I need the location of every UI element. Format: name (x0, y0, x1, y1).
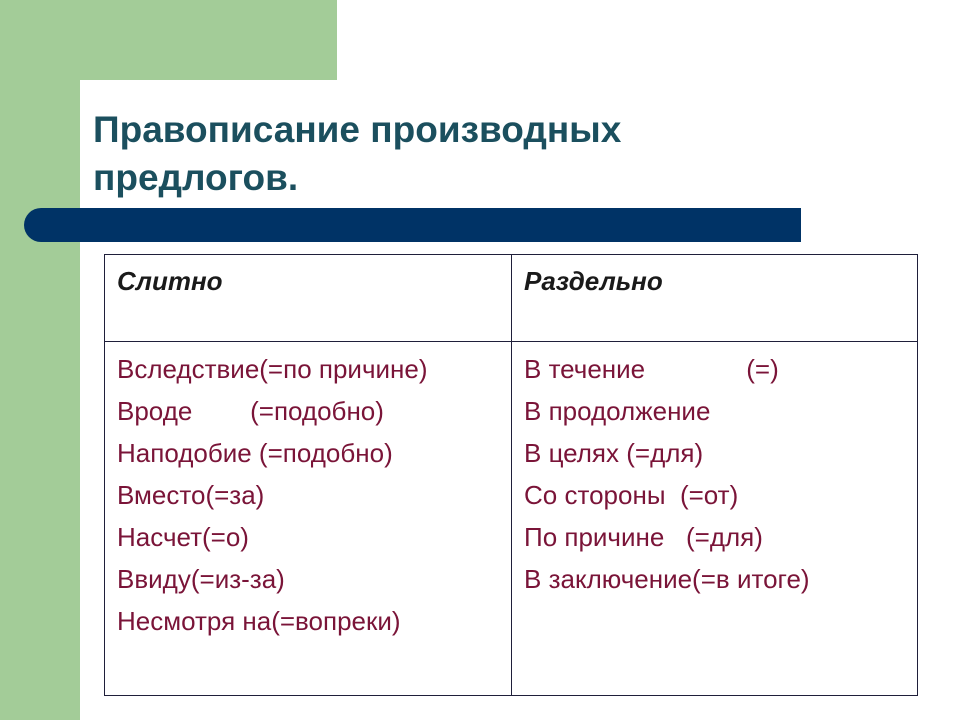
joined-column (105, 342, 512, 696)
header-joined-label: Слитно (117, 266, 223, 296)
list-item: Со стороны (=от) (524, 480, 739, 510)
green-side-bar (0, 0, 80, 720)
slide-title-line-1: Правописание производных (93, 109, 622, 150)
table-body-row (105, 342, 918, 696)
slide-title-line-2: предлогов. (93, 157, 299, 198)
list-item: В течение (=) (524, 354, 779, 384)
list-item: Вместо(=за) (117, 480, 265, 510)
list-item: Несмотря на(=вопреки) (117, 606, 401, 636)
table-header-row (105, 255, 918, 342)
slide-title (93, 106, 793, 202)
prepositions-table (104, 254, 918, 696)
list-item: Насчет(=о) (117, 522, 249, 552)
header-joined (105, 255, 512, 342)
list-item: Ввиду(=из-за) (117, 564, 285, 594)
separate-list (512, 342, 917, 600)
list-item: По причине (=для) (524, 522, 763, 552)
joined-list (105, 342, 511, 642)
list-item: В заключение(=в итоге) (524, 564, 810, 594)
header-separate (512, 255, 918, 342)
list-item: Вследствие(=по причине) (117, 354, 428, 384)
header-separate-label: Раздельно (524, 266, 663, 296)
divider-bar (24, 208, 801, 242)
separate-column (512, 342, 918, 696)
list-item: Наподобие (=подобно) (117, 438, 393, 468)
list-item: В продолжение (524, 396, 711, 426)
green-top-block (0, 0, 337, 80)
list-item: В целях (=для) (524, 438, 704, 468)
list-item: Вроде (=подобно) (117, 396, 384, 426)
